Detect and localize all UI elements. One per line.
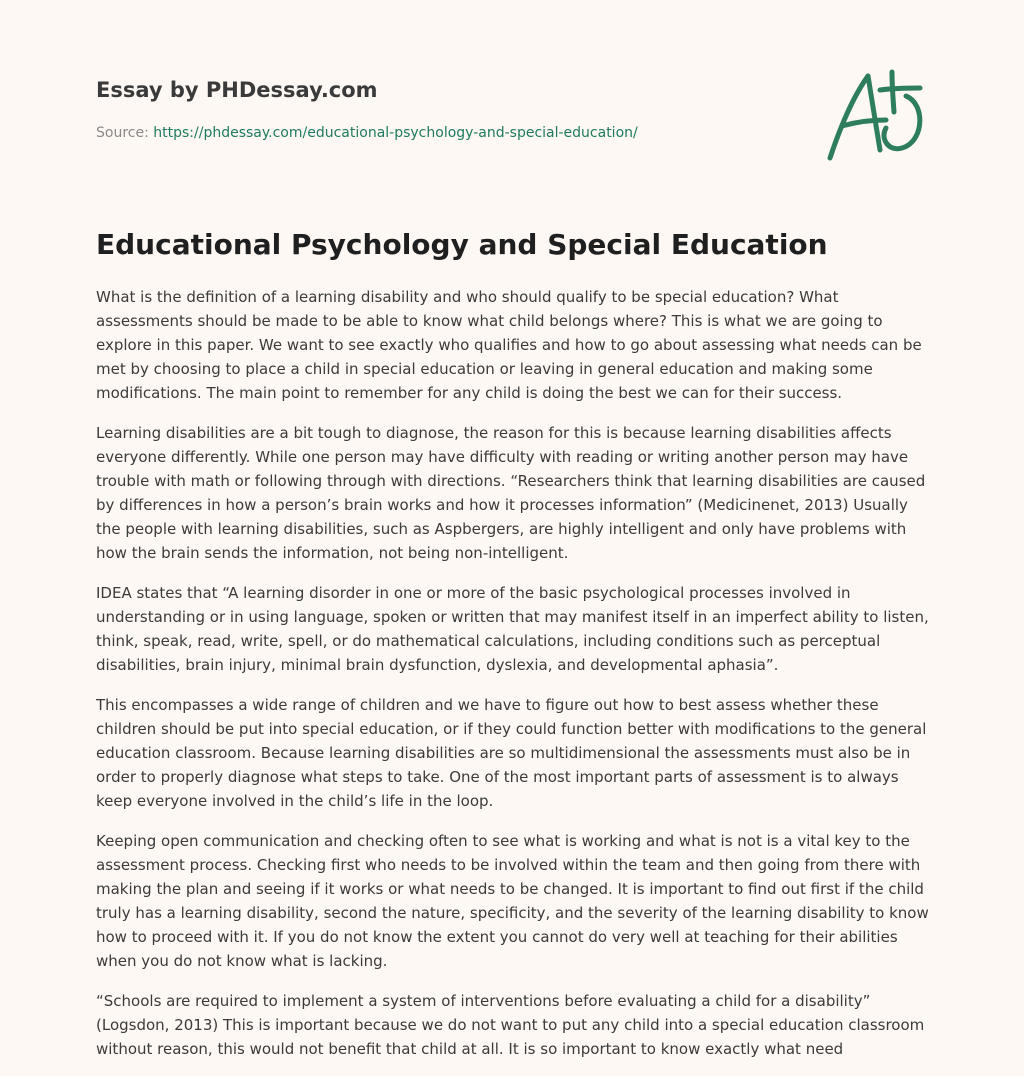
essay-title: Educational Psychology and Special Education bbox=[96, 228, 828, 261]
page-header bbox=[96, 76, 796, 141]
paragraph: Keeping open communication and checking often to see what is working and what is not is a vital key to the assessment process. Checking first who needs to be involved within the team and then going from there with making the plan and seeing if it works or what needs to be changed. It is important to find out first if the child truly has a learning disability, second the nature, specificity, and the severity of the learning disability to know how to proceed with it. If you do not know the extent you cannot do very well at teaching for their abilities when you do not know what is lacking. bbox=[96, 832, 929, 970]
paragraph: This encompasses a wide range of children and we have to figure out how to best assess whether these children should be put into special education, or if they could function better with modifications to the general education classroom. Because learning disabilities are so multidimensional the assessments must also be in order to properly diagnose what steps to take. One of the most important parts of assessment is to always keep everyone involved in the child’s life in the loop. bbox=[96, 696, 927, 810]
source-label: Source: bbox=[96, 125, 149, 141]
brand-title: Essay by PHDessay.com bbox=[96, 78, 378, 102]
paragraph: IDEA states that “A learning disorder in one or more of the basic psychological processes involved in understanding or in using language, spoken or written that may manifest itself in an imperfect ability to listen, think, speak, read, write, spell, or do mathematical calculations, including conditions such as perceptual disabilities, brain injury, minimal brain dysfunction, dyslexia, and developmental aphasia”. bbox=[96, 584, 929, 674]
source-link[interactable]: https://phdessay.com/educational-psychology-and-special-education/ bbox=[153, 125, 638, 141]
essay-body bbox=[96, 285, 932, 1076]
source-line bbox=[96, 124, 638, 142]
paragraph: What is the definition of a learning disability and who should qualify to be special education? What assessments should be made to be able to know what child belongs where? This is what we are going to explore in this paper. We want to see exactly who qualifies and how to go about assessing what needs can be met by choosing to place a child in special education or leaving in general education and making some modifications. The main point to remember for any child is doing the best we can for their success. bbox=[96, 288, 922, 402]
a-plus-grade-icon bbox=[822, 66, 932, 166]
paragraph: “Schools are required to implement a system of interventions before evaluating a child for a disability” (Logsdon, 2013) This is important because we do not want to put any child into a special education classroom without reason, this would not benefit that child at all. It is so important to know exactly what need bbox=[96, 992, 925, 1058]
paragraph: Learning disabilities are a bit tough to diagnose, the reason for this is because learning disabilities affects everyone differently. While one person may have difficulty with reading or writing another person may have trouble with math or following through with directions. “Researchers think that learning disabilities are caused by differences in how a person’s brain works and how it processes information” (Medicinenet, 2013) Usually the people with learning disabilities, such as Aspbergers, are highly intelligent and only have problems with how the brain sends the information, not being non-intelligent. bbox=[96, 424, 926, 562]
